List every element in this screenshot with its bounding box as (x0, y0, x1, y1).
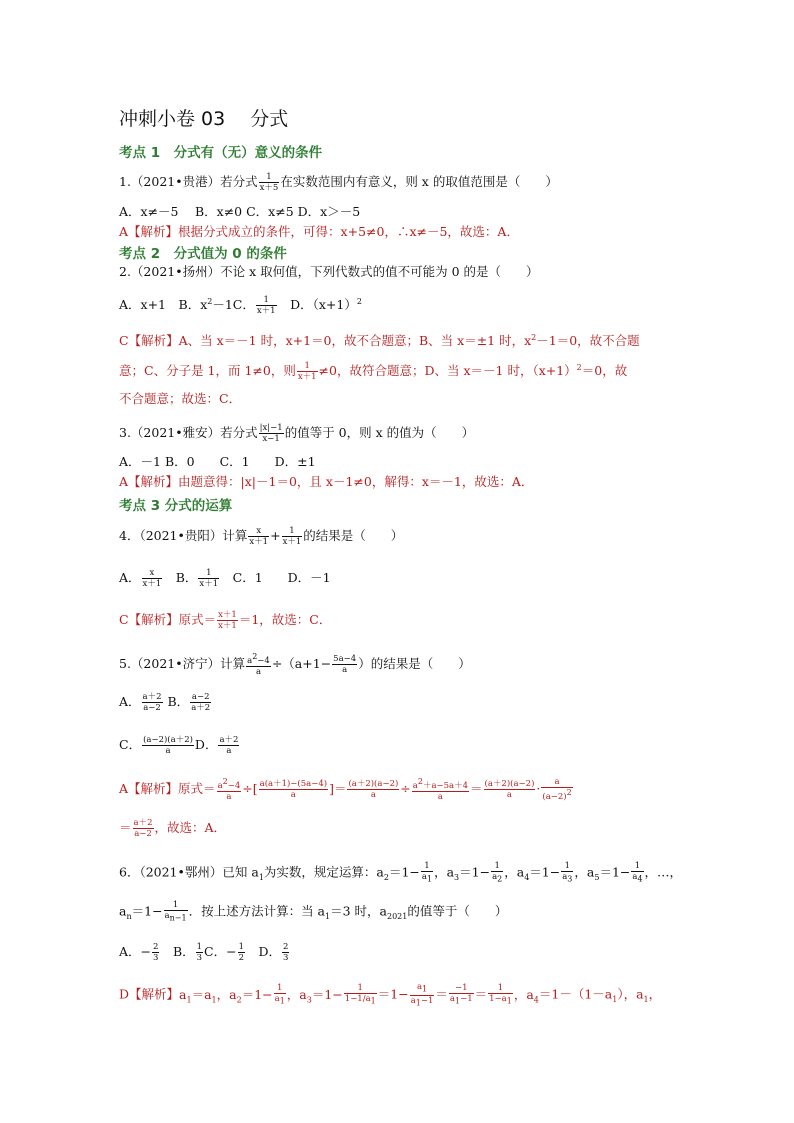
section-heading-2: 考点 2 分式值为 0 的条件 (119, 246, 287, 262)
question-2-explanation-1: C【解析】A、当 x＝－1 时，x+1＝0，故不合题意；B、当 x＝±1 时，$x^2-1=0$，故不合题 (119, 333, 640, 349)
question-1-stem: 1.（2021•贵港）若分式 $\frac{1}{x+5}$ 在实数范围内有意义，则 x 的取值范围是（ ） (119, 172, 558, 193)
question-5-explanation: A【解析】原式＝ $\frac{a^2-4}{a}$ ÷[ $\frac{a(a+1)-(5a-4)}{a}$ ]＝ $\frac{(a+2)(a-2)}{a}$ ÷ $\frac{a^2+a-5a+4}{a}$ ＝ $\frac{(a+2)(a-2)}{a}$ · $\frac{a}{(a-2)^2}$ (119, 777, 572, 802)
question-6-stem-line-2: $a_n=1-$ $\frac{1}{a_{n-1}}$ ．按上述方法计算：当 $a_1=3$ 时，$a_{2021}$的值等于（ ） (119, 900, 508, 923)
question-1-explanation: A【解析】根据分式成立的条件，可得：x+5≠0，∴x≠－5，故选：A． (119, 224, 519, 239)
section-heading-1: 考点 1 分式有（无）意义的条件 (119, 145, 323, 161)
question-5-stem: 5.（2021•济宁）计算 $\frac{a^2-4}{a}$ ÷（a+1− $\frac{5a-4}{a}$ ）的结果是（ ） (119, 652, 471, 677)
question-2-stem: 2.（2021•扬州）不论 x 取何值，下列代数式的值不可能为 0 的是（ ） (119, 264, 539, 279)
question-1-options: A．x≠－5 B．x≠0 C．x≠5 D．x＞－5 (119, 204, 361, 219)
question-5-options-ab: A． $\frac{a+2}{a-2}$ B． $\frac{a-2}{a+2}$ (119, 692, 211, 713)
question-2-explanation-3: 不合题意；故选：C． (119, 391, 242, 406)
question-3-explanation: A【解析】由题意得：|x|－1＝0，且 x－1≠0，解得：x＝－1，故选：A． (119, 474, 534, 489)
question-4-options: A． $\frac{x}{x+1}$ B． $\frac{1}{x+1}$ C．1 D．－1 (119, 568, 331, 589)
question-6-stem: 6．（2021•鄂州）已知 $a_1$为实数，规定运算：$a_2=1-$ $\frac{1}{a_1}$ ，$a_3=1-$ $\frac{1}{a_2}$ ，$a_4=1-$ $\frac{1}{a_3}$ ，$a_5=1-$ $\frac{1}{a_4}$ ，…， (119, 861, 683, 884)
question-2-explanation-2: 意；C、分子是 1，而 1≠0，则 $\frac{1}{x+1}$ ≠0，故符合题意；D、当 x＝－1 时，$(x+1)^2=0$，故 (119, 361, 628, 383)
question-6-explanation: D【解析】$a_1=a_1$，$a_2=1-$ $\frac{1}{a_1}$ ，$a_3=1-$ $\frac{1}{1-1/a_1}$ ＝1− $\frac{a_1}{a_1-1}$ ＝ $\frac{-1}{a_1-1}$ ＝ $\frac{1}{1-a_1}$ ，$a_4=1-(1-a_1)$，$a_1$， (119, 982, 662, 1008)
question-5-options-cd: C． $\frac{(a-2)(a+2)}{a}$ D． $\frac{a+2}{a}$ (119, 735, 239, 756)
question-3-stem: 3.（2021•雅安）若分式 $\frac{|x|-1}{x-1}$ 的值等于 0，则 x 的值为（ ） (119, 423, 475, 444)
question-5-explanation-end: ＝ $\frac{a+2}{a-2}$ ，故选：A． (119, 818, 227, 839)
page-title: 冲刺小卷 03 分式 (119, 108, 289, 130)
question-4-stem: 4．（2021•贵阳）计算 $\frac{x}{x+1}$ + $\frac{1}{x+1}$ 的结果是（ ） (119, 526, 404, 547)
question-3-options: A．－1 B．0 C．1 D．±1 (119, 454, 316, 469)
question-2-options: A．x+1 B．$x^2-1C$． $\frac{1}{x+1}$ D．$(x+1)^2$ (119, 295, 362, 317)
question-4-explanation: C【解析】原式＝ $\frac{x+1}{x+1}$ ＝1，故选：C． (119, 610, 332, 631)
question-6-options: A．− $\frac{2}{3}$ B． $\frac{1}{3}$ C．− $\frac{1}{2}$ D． $\frac{2}{3}$ (119, 942, 289, 963)
section-heading-3: 考点 3 分式的运算 (119, 498, 233, 514)
